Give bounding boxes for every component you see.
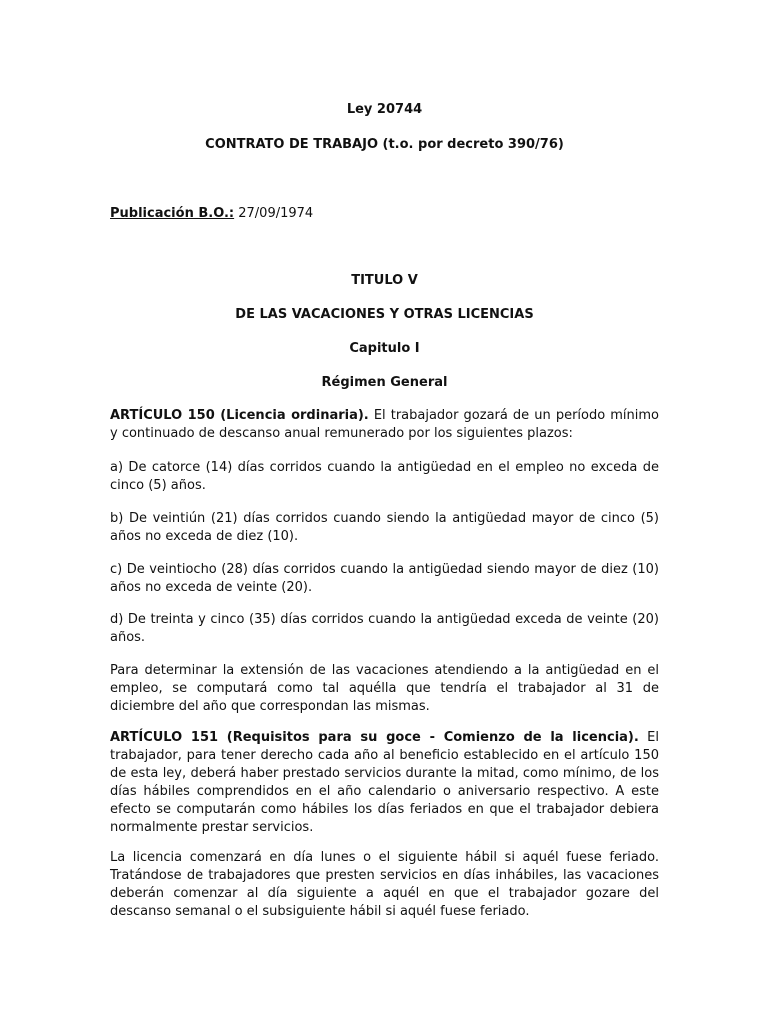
article-150-item-d: d) De treinta y cinco (35) días corridos cuando la antigüedad exceda de veinte (20) años. xyxy=(110,612,659,645)
article-150-intro xyxy=(110,407,659,443)
capitulo-heading: Capitulo I xyxy=(349,341,420,356)
article-150-item-c: c) De veintiocho (28) días corridos cuando la antigüedad siendo mayor de diez (10) años no exceda de veinte (20). xyxy=(110,562,659,595)
article-151-intro xyxy=(110,729,659,837)
article-151-heading: ARTÍCULO 151 (Requisitos para su goce - Comienzo de la licencia). xyxy=(110,730,639,745)
publication-line xyxy=(110,206,313,221)
law-subtitle: CONTRATO DE TRABAJO (t.o. por decreto 390/76) xyxy=(205,137,564,152)
titulo-name: DE LAS VACACIONES Y OTRAS LICENCIAS xyxy=(235,307,534,322)
article-150-heading: ARTÍCULO 150 (Licencia ordinaria). xyxy=(110,408,369,423)
article-150-item-b: b) De veintiún (21) días corridos cuando siendo la antigüedad mayor de cinco (5) años no exceda de diez (10). xyxy=(110,511,659,544)
article-151-second: La licencia comenzará en día lunes o el siguiente hábil si aquél fuese feriado. Tratándose de trabajadores que presten servicios en días inhábiles, las vacaciones deberán comenzar al día siguiente a aquél en que el trabajador gozare del descanso semanal o el subsiguiente hábil si aquél fuese feriado. xyxy=(110,850,659,919)
article-150-text: El trabajador gozará de un período mínimo y continuado de descanso anual remunerado por los siguientes plazos: xyxy=(110,408,659,441)
law-title: Ley 20744 xyxy=(346,102,423,117)
publication-label: Publicación B.O.: xyxy=(110,206,235,221)
article-151-text: El trabajador, para tener derecho cada año al beneficio establecido en el artículo 150 de esta ley, deberá haber prestado servicios durante la mitad, como mínimo, de los días hábiles comprendidos en el año calendario o aniversario respectivo. A este efecto se computarán como hábiles los días feriados en que el trabajador debiera normalmente prestar servicios. xyxy=(110,730,659,835)
titulo-heading: TITULO V xyxy=(351,273,418,288)
publication-date: 27/09/1974 xyxy=(238,206,314,221)
article-150-closing: Para determinar la extensión de las vacaciones atendiendo a la antigüedad en el empleo, se computará como tal aquélla que tendría el trabajador al 31 de diciembre del año que correspondan las mismas. xyxy=(110,663,659,714)
capitulo-name: Régimen General xyxy=(321,375,448,390)
article-150-item-a: a) De catorce (14) días corridos cuando la antigüedad en el empleo no exceda de cinco (5) años. xyxy=(110,460,659,493)
